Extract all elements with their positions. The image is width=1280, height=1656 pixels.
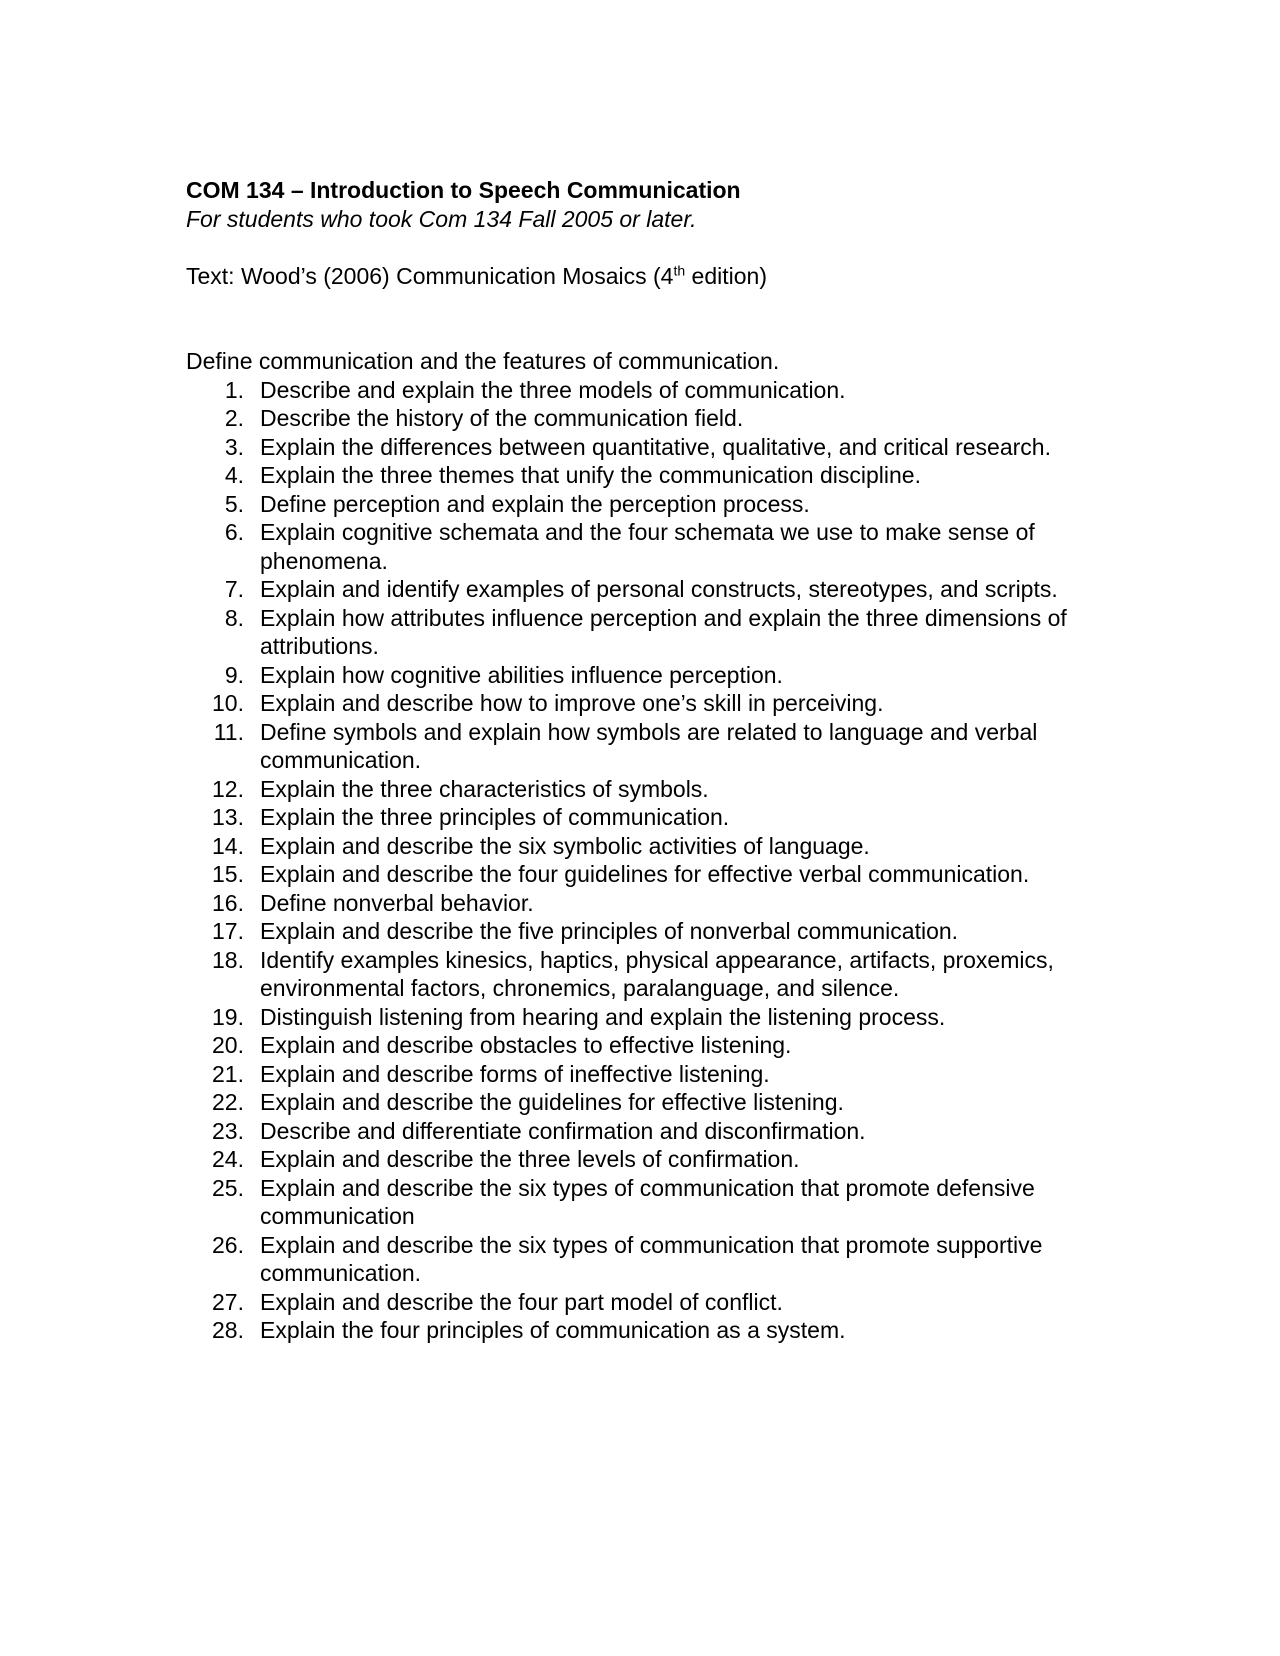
list-item-text: Explain how attributes influence perception and explain the three dimensions of attributions. [260, 604, 1067, 659]
list-item-number: 18. [212, 946, 244, 973]
list-item-text: Explain and describe how to improve one’s skill in perceiving. [260, 690, 884, 716]
list-item [186, 376, 1106, 405]
textbook-reference [186, 262, 1106, 291]
course-title: COM 134 – Introduction to Speech Communication [186, 177, 741, 203]
list-item-text: Explain and describe the three levels of confirmation. [260, 1146, 800, 1172]
textbook-reference-prefix: Text: Wood’s (2006) Communication Mosaics (4 [186, 262, 674, 289]
list-item-number: 28. [212, 1317, 244, 1343]
list-item-text: Explain and describe the six symbolic activities of language. [260, 832, 870, 859]
list-item-number: 23. [212, 1117, 244, 1144]
textbook-reference-suffix: edition) [685, 262, 767, 289]
list-item-text: Explain and describe the four part model of conflict. [260, 1288, 783, 1315]
list-item [186, 461, 1106, 490]
list-item-number: 14. [212, 832, 244, 859]
list-item-number: 13. [212, 804, 244, 830]
list-item [186, 860, 1106, 889]
list-item-number: 2. [224, 405, 244, 431]
list-item-number: 11. [213, 718, 244, 745]
list-item [186, 1288, 1106, 1317]
list-item [186, 1060, 1106, 1089]
course-subtitle: For students who took Com 134 Fall 2005 or later. [186, 205, 697, 232]
list-item-text: Distinguish listening from hearing and explain the listening process. [260, 1003, 946, 1030]
list-item [186, 803, 1106, 832]
list-item-text: Describe and explain the three models of communication. [260, 376, 846, 403]
list-item-number: 20. [212, 1032, 244, 1058]
list-item-text: Define symbols and explain how symbols are related to language and verbal communication. [260, 718, 1038, 773]
list-item [186, 946, 1106, 1003]
list-item [186, 490, 1106, 519]
list-item-text: Describe and differentiate confirmation and disconfirmation. [260, 1117, 866, 1144]
objectives-list [186, 376, 1106, 1345]
list-item-number: 21. [212, 1060, 244, 1087]
list-item [186, 775, 1106, 804]
list-item-text: Explain and describe the five principles of nonverbal communication. [260, 918, 959, 944]
list-item-text: Explain and describe obstacles to effective listening. [260, 1032, 792, 1058]
list-item-number: 25. [212, 1174, 244, 1201]
list-item-number: 4. [224, 462, 244, 488]
list-item-number: 24. [212, 1146, 244, 1172]
list-item-text: Explain and describe forms of ineffective listening. [260, 1060, 770, 1087]
list-item-text: Explain cognitive schemata and the four schemata we use to make sense of phenomena. [260, 519, 1035, 574]
list-item-text: Explain the three characteristics of symbols. [260, 775, 709, 802]
list-item-text: Explain how cognitive abilities influence perception. [260, 661, 783, 688]
list-item-text: Explain and describe the six types of communication that promote defensive communication [260, 1174, 1035, 1229]
list-item-number: 26. [212, 1231, 244, 1258]
list-item [186, 689, 1106, 718]
list-item-number: 5. [224, 490, 244, 517]
list-item-text: Explain and describe the guidelines for effective listening. [260, 1089, 844, 1115]
list-item-number: 7. [224, 576, 244, 602]
list-item [186, 604, 1106, 661]
list-item [186, 661, 1106, 690]
list-item [186, 917, 1106, 946]
list-item-number: 12. [212, 775, 244, 802]
list-item-text: Explain and describe the four guidelines for effective verbal communication. [260, 861, 1030, 887]
list-item-number: 10. [212, 690, 244, 716]
list-item-number: 6. [224, 519, 244, 545]
list-item-text: Describe the history of the communication field. [260, 405, 744, 431]
list-item [186, 718, 1106, 775]
list-item [186, 1316, 1106, 1345]
list-item [186, 433, 1106, 462]
document-page [186, 176, 1106, 1345]
list-item-number: 1. [224, 376, 244, 403]
intro-statement: Define communication and the features of communication. [186, 348, 780, 374]
list-item-text: Define perception and explain the perception process. [260, 490, 810, 517]
list-item-text: Explain the three principles of communication. [260, 804, 730, 830]
list-item [186, 1231, 1106, 1288]
list-item-number: 9. [224, 661, 244, 688]
list-item [186, 1031, 1106, 1060]
list-item [186, 889, 1106, 918]
list-item [186, 1117, 1106, 1146]
list-item-text: Explain the differences between quantitative, qualitative, and critical research. [260, 433, 1051, 460]
list-item-number: 27. [212, 1288, 244, 1315]
list-item-number: 17. [212, 918, 244, 944]
list-item [186, 1003, 1106, 1032]
list-item-number: 8. [224, 604, 244, 631]
list-item [186, 832, 1106, 861]
list-item-text: Explain the three themes that unify the communication discipline. [260, 462, 921, 488]
list-item-text: Define nonverbal behavior. [260, 889, 534, 916]
list-item-number: 19. [212, 1003, 244, 1030]
list-item [186, 404, 1106, 433]
list-item [186, 575, 1106, 604]
list-item-number: 22. [212, 1089, 244, 1115]
list-item-text: Explain the four principles of communication as a system. [260, 1317, 846, 1343]
list-item-number: 3. [224, 433, 244, 460]
list-item-number: 16. [212, 889, 244, 916]
list-item [186, 1088, 1106, 1117]
list-item-text: Identify examples kinesics, haptics, physical appearance, artifacts, proxemics, environmental factors, chronemics, paralanguage, and silence. [260, 946, 1054, 1001]
textbook-edition-superscript: th [673, 261, 686, 278]
list-item [186, 1145, 1106, 1174]
list-item-number: 15. [212, 861, 244, 887]
list-item-text: Explain and identify examples of personal constructs, stereotypes, and scripts. [260, 576, 1058, 602]
list-item [186, 1174, 1106, 1231]
list-item-text: Explain and describe the six types of communication that promote supportive communication. [260, 1231, 1043, 1286]
list-item [186, 518, 1106, 575]
